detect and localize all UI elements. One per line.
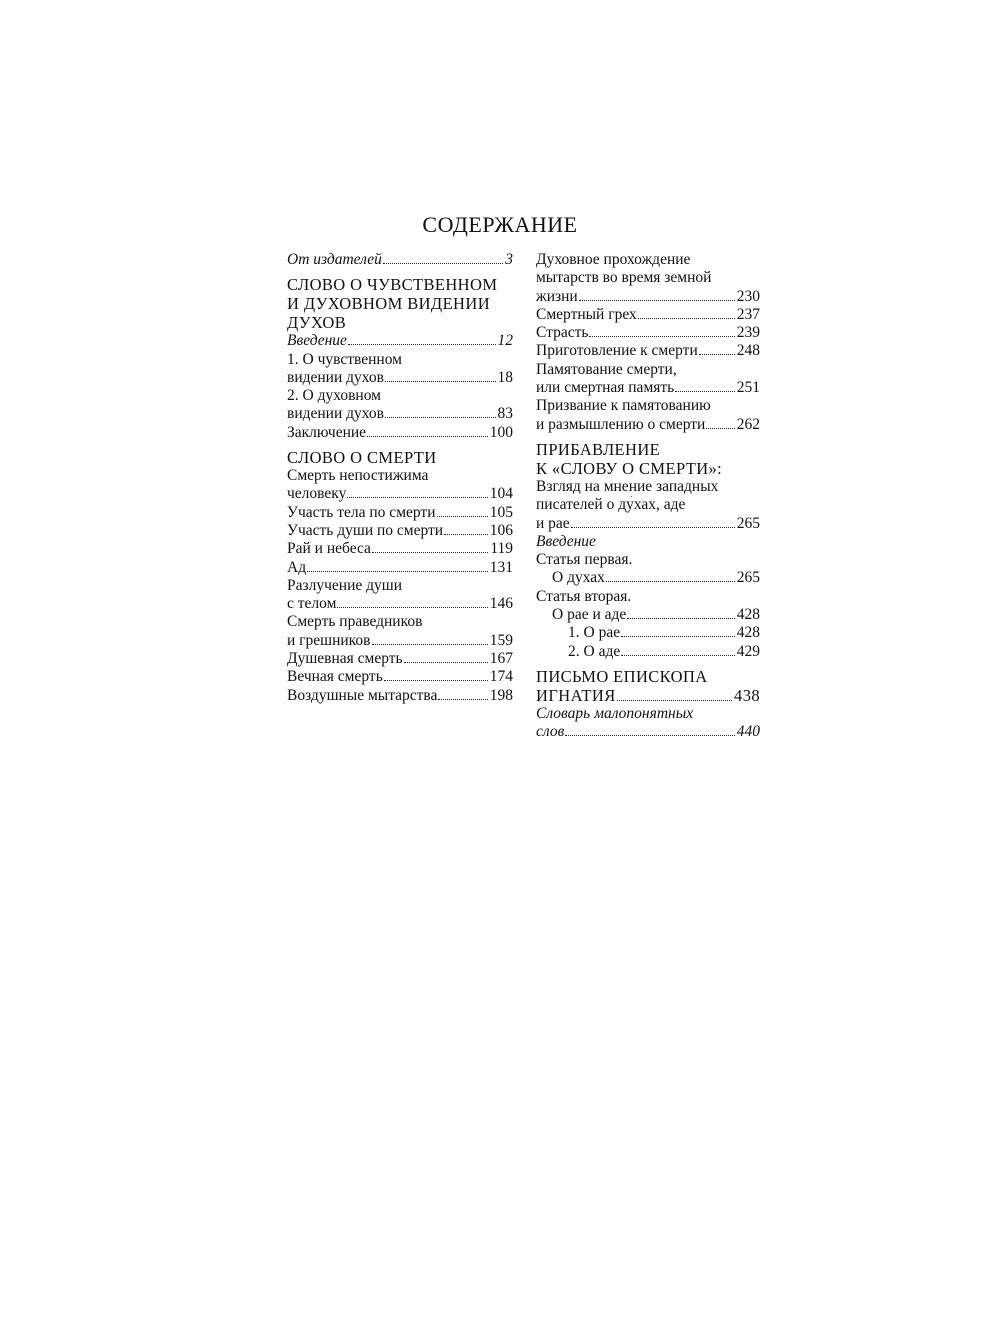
- toc-entry-line: [536, 269, 760, 287]
- dot-leader: [384, 680, 488, 681]
- dot-leader: [706, 428, 734, 429]
- toc-entry-line: [536, 324, 760, 342]
- toc-page-number: 83: [497, 405, 513, 423]
- toc-entry: [536, 361, 760, 398]
- toc-entry-line: [287, 294, 513, 313]
- toc-entry-title: Воздушные мытарства: [287, 686, 438, 704]
- dot-leader: [438, 699, 487, 700]
- toc-entry-title: Рай и небеса: [287, 540, 371, 558]
- toc-page-number: 440: [736, 723, 760, 741]
- toc-entry-title: Приготовление к смерти: [536, 342, 698, 360]
- toc-entry-line: [536, 533, 760, 551]
- toc-entry: [287, 387, 513, 424]
- toc-entry-title: мытарств во время земной: [536, 269, 712, 287]
- toc-entry-title: Статья первая.: [536, 551, 633, 569]
- toc-entry-line: [287, 504, 513, 522]
- toc-entry-line: [536, 606, 760, 624]
- dot-leader: [337, 607, 487, 608]
- toc-entry: [536, 478, 760, 533]
- toc-entry-line: [536, 667, 760, 686]
- toc-entry-title: Вечная смерть: [287, 668, 383, 686]
- toc-entry-title: и размышлению о смерти: [536, 415, 706, 433]
- toc-page-number: 174: [489, 668, 513, 686]
- toc-entry: [536, 251, 760, 306]
- toc-entry-line: [287, 369, 513, 387]
- dot-leader: [675, 391, 735, 392]
- toc-entry-line: [287, 668, 513, 686]
- toc-entry-title: Душевная смерть: [287, 650, 403, 668]
- toc-entry-title: 1. О чувственном: [287, 350, 402, 368]
- toc-entry: [287, 668, 513, 686]
- toc-entry-title: с телом: [287, 595, 337, 613]
- toc-entry-title: СЛОВО О СМЕРТИ: [287, 448, 437, 468]
- toc-entry-line: [536, 588, 760, 606]
- toc-entry-title: 1. О рае: [568, 624, 621, 642]
- dot-leader: [404, 662, 488, 663]
- toc-page-number: 167: [489, 650, 513, 668]
- toc-entry-line: [287, 251, 513, 269]
- toc-entry-title: От издателей: [287, 251, 382, 268]
- toc-entry-line: [536, 551, 760, 569]
- toc-page-number: 119: [490, 540, 513, 558]
- toc-page-number: 428: [736, 606, 760, 624]
- dot-leader: [444, 534, 488, 535]
- toc-entry-title: Смерть праведников: [287, 613, 423, 631]
- toc-page-number: 198: [489, 686, 513, 704]
- toc-page-number: 106: [489, 521, 513, 539]
- toc-page-number: 265: [736, 514, 760, 532]
- toc-entry: [287, 504, 513, 522]
- toc-page-number: 100: [489, 423, 513, 441]
- toc-entry-title: И ДУХОВНОМ ВИДЕНИИ: [287, 294, 491, 314]
- toc-entry-title: К «СЛОВУ О СМЕРТИ»:: [536, 458, 723, 478]
- toc-page-number: 262: [736, 415, 760, 433]
- toc-entry-title: слов: [536, 723, 565, 741]
- toc-column-left: [287, 251, 513, 705]
- dot-leader: [571, 527, 735, 528]
- toc-entry-line: [536, 496, 760, 514]
- toc-entry-title: писателей о ду́хах, аде: [536, 496, 686, 514]
- toc-entry-line: [287, 313, 513, 332]
- toc-entry: [287, 540, 513, 558]
- toc-entry: [536, 569, 760, 587]
- toc-entry-line: [287, 687, 513, 705]
- toc-page-number: 237: [736, 305, 760, 323]
- dot-leader: [627, 618, 734, 619]
- toc-page-number: 251: [736, 379, 760, 397]
- toc-entry-line: [536, 569, 760, 587]
- toc-entry-line: [536, 361, 760, 379]
- dot-leader: [617, 700, 732, 701]
- toc-entry-line: [287, 613, 513, 631]
- toc-entry-title: Заключение: [287, 423, 367, 441]
- toc-entry: [536, 342, 760, 360]
- toc-entry: [287, 577, 513, 614]
- toc-entry-line: [287, 424, 513, 442]
- dot-leader: [383, 263, 503, 264]
- toc-entry: [287, 351, 513, 388]
- toc-entry-title: видении духов: [287, 368, 385, 386]
- toc-entry-title: СЛОВО О ЧУВСТВЕННОМ: [287, 275, 498, 295]
- dot-leader: [307, 571, 488, 572]
- dot-leader: [606, 581, 735, 582]
- toc-entry-line: [287, 351, 513, 369]
- toc-entry: [536, 705, 760, 742]
- toc-entry-title: 2. О духовном: [287, 387, 381, 405]
- toc-entry-line: [287, 387, 513, 405]
- toc-entry-title: Смертный грех: [536, 305, 637, 323]
- dot-leader: [348, 344, 496, 345]
- toc-entry-line: [287, 448, 513, 467]
- toc-entry-title: Разлучение души: [287, 576, 402, 594]
- toc-entry-line: [536, 643, 760, 661]
- toc-entry-line: [536, 440, 760, 459]
- toc-entry-line: [287, 632, 513, 650]
- toc-entry-line: [287, 485, 513, 503]
- toc-section-heading: [536, 440, 760, 478]
- dot-leader: [372, 552, 488, 553]
- toc-entry-line: [536, 397, 760, 415]
- toc-entry-line: [287, 577, 513, 595]
- page-title: СОДЕРЖАНИЕ: [422, 212, 578, 237]
- toc-page-number: 146: [489, 595, 513, 613]
- toc-entry: [536, 551, 760, 569]
- toc-entry: [287, 559, 513, 577]
- toc-entry-title: и рае: [536, 514, 570, 532]
- toc-entry-line: [536, 686, 760, 705]
- toc-entry: [287, 650, 513, 668]
- toc-page-number: 239: [736, 324, 760, 342]
- dot-leader: [385, 381, 495, 382]
- toc-entry-line: [287, 595, 513, 613]
- toc-section-heading: [536, 667, 760, 705]
- toc-entry-title: Взгляд на мнение западных: [536, 477, 719, 495]
- toc-entry-line: [287, 275, 513, 294]
- dot-leader: [621, 636, 735, 637]
- toc-entry-title: или смертная память: [536, 379, 675, 397]
- toc-page-number: 12: [497, 332, 513, 350]
- toc-entry-line: [536, 288, 760, 306]
- toc-entry: [287, 522, 513, 540]
- toc-entry-line: [287, 540, 513, 558]
- toc-entry-line: [536, 723, 760, 741]
- toc-page-number: 131: [489, 558, 513, 576]
- toc-page-number: 428: [736, 624, 760, 642]
- toc-page-number: 230: [736, 287, 760, 305]
- toc-section-heading: [287, 448, 513, 467]
- toc-entry: [287, 251, 513, 269]
- dot-leader: [699, 354, 735, 355]
- toc-entry-line: [287, 467, 513, 485]
- toc-entry-title: Призвание к памятованию: [536, 397, 711, 415]
- toc-entry: [536, 324, 760, 342]
- toc-entry: [536, 306, 760, 324]
- toc-entry-line: [287, 332, 513, 350]
- toc-entry: [536, 624, 760, 642]
- toc-page-number: 159: [489, 631, 513, 649]
- toc-entry: [287, 332, 513, 350]
- toc-section-heading: [287, 275, 513, 332]
- toc-entry: [287, 613, 513, 650]
- dot-leader: [347, 497, 487, 498]
- dot-leader: [621, 655, 735, 656]
- toc-entry-line: [287, 405, 513, 423]
- toc-entry-line: [536, 459, 760, 478]
- dot-leader: [367, 436, 488, 437]
- dot-leader: [589, 336, 734, 337]
- toc-entry-title: О духах: [552, 569, 605, 587]
- toc-entry-title: Страсть: [536, 324, 589, 342]
- toc-entry-title: Введение: [536, 532, 596, 550]
- toc-entry-title: Словарь малопонятных: [536, 704, 694, 722]
- toc-entry-title: Памятование смерти,: [536, 360, 677, 378]
- toc-entry: [536, 533, 760, 551]
- toc-entry-line: [287, 650, 513, 668]
- dot-leader: [638, 318, 735, 319]
- toc-page-number: 265: [736, 569, 760, 587]
- toc-page-number: 248: [736, 342, 760, 360]
- toc-entry-line: [536, 515, 760, 533]
- toc-page-number: 429: [736, 642, 760, 660]
- toc-entry-title: Статья вторая.: [536, 587, 632, 605]
- toc-entry-title: ДУХОВ: [287, 313, 347, 333]
- dot-leader: [385, 417, 495, 418]
- toc-entry-line: [536, 306, 760, 324]
- toc-page-number: 104: [489, 485, 513, 503]
- toc-entry-line: [536, 342, 760, 360]
- toc-entry-title: Смерть непостижима: [287, 467, 429, 485]
- dot-leader: [372, 644, 488, 645]
- toc-entry-title: человеку: [287, 485, 347, 503]
- toc-entry-title: Ад: [287, 558, 307, 576]
- dot-leader: [579, 300, 735, 301]
- toc-entry-title: 2. О аде: [568, 642, 621, 660]
- toc-entry-title: ПИСЬМО ЕПИСКОПА: [536, 666, 708, 686]
- toc-page-number: 3: [505, 251, 513, 268]
- toc-entry: [536, 643, 760, 661]
- toc-entry-title: и грешников: [287, 631, 371, 649]
- dot-leader: [565, 735, 734, 736]
- toc-entry: [536, 606, 760, 624]
- toc-entry-title: ПРИБАВЛЕНИЕ: [536, 439, 661, 459]
- toc-entry-line: [287, 559, 513, 577]
- toc-entry-line: [536, 416, 760, 434]
- toc-page-number: 18: [497, 368, 513, 386]
- toc-entry-title: видении духов: [287, 405, 385, 423]
- toc-entry: [287, 424, 513, 442]
- toc-entry-title: жизни: [536, 287, 578, 305]
- toc-entry-title: ИГНАТИЯ: [536, 685, 616, 705]
- toc-entry-line: [536, 379, 760, 397]
- toc-entry-line: [536, 478, 760, 496]
- toc-entry-title: Введение: [287, 332, 347, 350]
- toc-entry-title: Участь тела по смерти: [287, 503, 436, 521]
- toc-entry: [287, 687, 513, 705]
- toc-entry: [536, 397, 760, 434]
- toc-entry-title: Духовное прохождение: [536, 251, 691, 268]
- toc-entry: [287, 467, 513, 504]
- toc-entry: [536, 588, 760, 606]
- toc-entry-line: [536, 251, 760, 269]
- dot-leader: [437, 516, 488, 517]
- toc-entry-line: [536, 624, 760, 642]
- toc-entry-title: Участь души по смерти: [287, 521, 444, 539]
- toc-page-number: 438: [734, 685, 760, 705]
- toc-page-number: 105: [489, 503, 513, 521]
- toc-entry-line: [536, 705, 760, 723]
- toc-column-right: [536, 251, 760, 742]
- toc-entry-line: [287, 522, 513, 540]
- toc-entry-title: О рае и аде: [552, 606, 627, 624]
